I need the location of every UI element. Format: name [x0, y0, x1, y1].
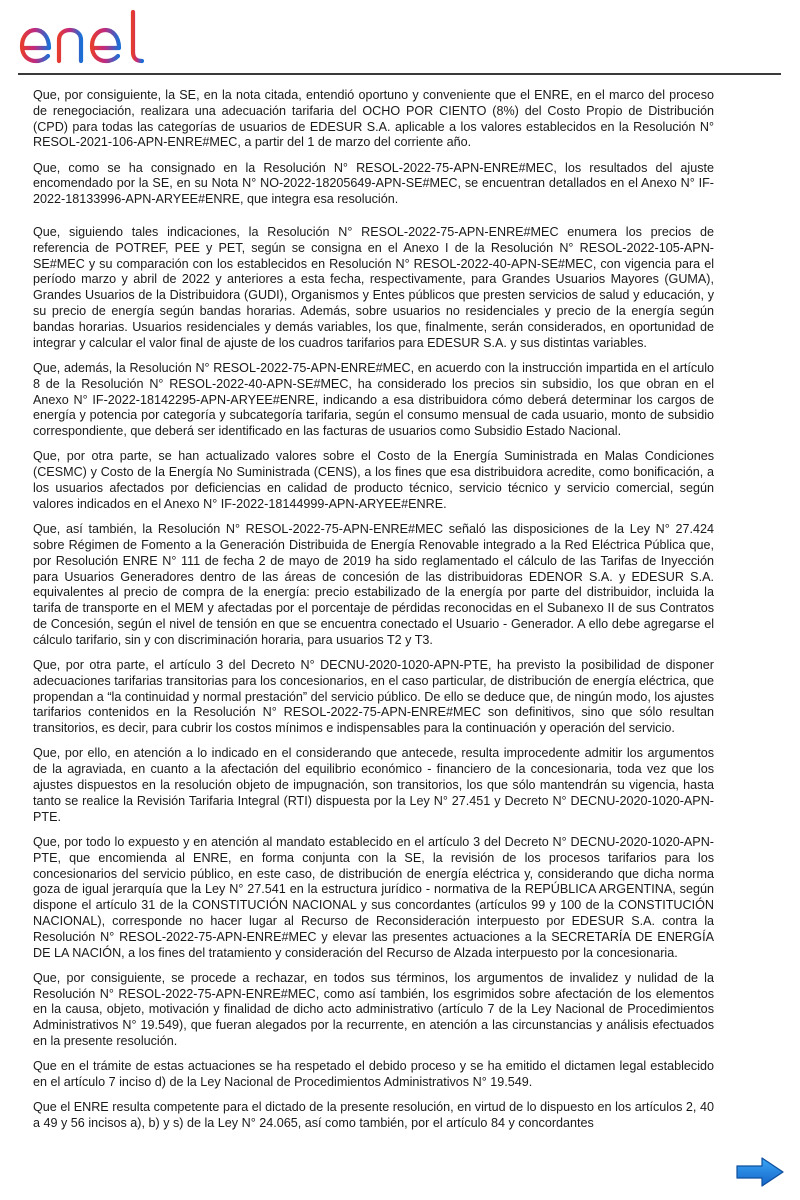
- document-body: [33, 88, 714, 1142]
- paragraph: Que, por todo lo expuesto y en atención al mandato establecido en el artículo 3 del Decreto N° DECNU-2020-1020-APN-PTE, que encomienda al ENRE, en forma conjunta con la SE, la revisión de los procesos tarifarios para los concesionarios del servicio público, en este caso, de distribución de energía eléctrica y, considerando que dicha norma goza de igual jerarquía que la Ley N° 27.541 en la estructura jurídico - normativa de la REPÚBLICA ARGENTINA, según dispone el artículo 31 de la CONSTITUCIÓN NACIONAL y sus concordantes (artículos 99 y 100 de la CONSTITUCIÓN NACIONAL), corresponde no hacer lugar al Recurso de Reconsideración interpuesto por EDESUR S.A. contra la Resolución N° RESOL-2022-75-APN-ENRE#MEC y elevar las presentes actuaciones a la SECRETARÍA DE ENERGÍA DE LA NACIÓN, a los fines del tratamiento y consideración del Recurso de Alzada interpuesto por la concesionaria.: [33, 834, 714, 960]
- next-page-button[interactable]: [734, 1155, 786, 1189]
- enel-logo: [16, 8, 176, 68]
- paragraph: Que, siguiendo tales indicaciones, la Resolución N° RESOL-2022-75-APN-ENRE#MEC enumera los precios de referencia de POTREF, PEE y PET, según se consigna en el Anexo I de la Resolución N° RESOL-2022-105-APN-SE#MEC y su comparación con los establecidos en Resolución N° RESOL-2022-40-APN-SE#MEC, con vigencia para el período marzo y abril de 2022 y anteriores a esta fecha, respectivamente, para Grandes Usuarios Mayores (GUMA), Grandes Usuarios de la Distribuidora (GUDI), Organismos y Entes públicos que presten servicios de salud y educación, y su precio de energía según bandas horarias. Además, sobre usuarios no residenciales y precio de la energía según bandas horarias. Usuarios residenciales y demás variables, los que, finalmente, serán considerados, en oportunidad de integrar y calcular el valor final de ajuste de los cuadros tarifarios para EDESUR S.A. y sus distintas variables.: [33, 225, 714, 350]
- arrow-right-icon: [734, 1155, 786, 1189]
- paragraph: Que, por ello, en atención a lo indicado en el considerando que antecede, resulta improcedente admitir los argumentos de la agraviada, en cuanto a la afectación del equilibrio económico - financiero de la concesionaria, toda vez que los ajustes dispuestos en la resolución objeto de impugnación, son transitorios, los que sólo mantendrán su vigencia, hasta tanto se realice la Revisión Tarifaria Integral (RTI) dispuesta por la Ley N° 27.451 y Decreto N° DECNU-2020-1020-APN-PTE.: [33, 746, 714, 824]
- paragraph: Que, así también, la Resolución N° RESOL-2022-75-APN-ENRE#MEC señaló las disposiciones de la Ley N° 27.424 sobre Régimen de Fomento a la Generación Distribuida de Energía Renovable integrado a la Red Eléctrica Pública que, por Resolución ENRE N° 111 de fecha 2 de mayo de 2019 ha sido reglamentado el cálculo de las Tarifas de Inyección para Usuarios Generadores dentro de las áreas de concesión de las distribuidoras EDENOR S.A. y EDESUR S.A. equivalentes al precio de compra de la energía: precio estabilizado de la energía por parte del distribuidor, incluida la tarifa de transporte en el MEM y afectadas por el porcentaje de pérdidas reconocidas en el Subanexo II de sus Contratos de Concesión, según el nivel de tensión en que se encuentra conectado el Usuario - Generador. A ello debe agregarse el cálculo tarifario, sin y con discriminación horaria, para usuarios T2 y T3.: [33, 522, 714, 647]
- header-divider: [18, 73, 781, 75]
- paragraph: Que, además, la Resolución N° RESOL-2022-75-APN-ENRE#MEC, en acuerdo con la instrucción impartida en el artículo 8 de la Resolución N° RESOL-2022-40-APN-SE#MEC, ha considerado los precios sin subsidio, los que obran en el Anexo N° IF-2022-18142295-APN-ARYEE#ENRE, indicando a esa distribuidora cómo deberá determinar los cargos de energía y potencia por categoría y subcategoría tarifaria, según el consumo mensual de cada usuario, monto de subsidio correspondiente, que deberá ser identificado en las facturas de usuarios como Subsidio Estado Nacional.: [33, 360, 714, 439]
- paragraph: Que el ENRE resulta competente para el dictado de la presente resolución, en virtud de lo dispuesto en los artículos 2, 40 a 49 y 56 incisos a), b) y s) de la Ley N° 24.065, así como también, por el artículo 84 y concordantes: [33, 1100, 714, 1131]
- paragraph: Que en el trámite de estas actuaciones se ha respetado el debido proceso y se ha emitido el dictamen legal establecido en el artículo 7 inciso d) de la Ley Nacional de Procedimientos Administrativos N° 19.549.: [33, 1059, 714, 1090]
- paragraph: Que, por consiguiente, se procede a rechazar, en todos sus términos, los argumentos de invalidez y nulidad de la Resolución N° RESOL-2022-75-APN-ENRE#MEC, como así también, los esgrimidos sobre afectación de los elementos en la causa, objeto, motivación y finalidad de dicho acto administrativo (artículo 7 de la Ley Nacional de Procedimientos Administrativos N° 19.549), que fueran alegados por la recurrente, en atención a las circunstancias y análisis efectuados en la presente resolución.: [33, 970, 714, 1049]
- paragraph: Que, como se ha consignado en la Resolución N° RESOL-2022-75-APN-ENRE#MEC, los resultados del ajuste encomendado por la SE, en su Nota N° NO-2022-18205649-APN-SE#MEC, se encuentran detallados en el Anexo N° IF-2022-18133996-APN-ARYEE#ENRE, que integra esa resolución.: [33, 160, 714, 207]
- paragraph: Que, por otra parte, se han actualizado valores sobre el Costo de la Energía Suministrada en Malas Condiciones (CESMC) y Costo de la Energía No Suministrada (CENS), a los fines que esa distribuidora acredite, como bonificación, a los usuarios afectados por deficiencias en calidad de producto técnico, servicio técnico y servicio comercial, según valores indicados en el Anexo N° IF-2022-18144999-APN-ARYEE#ENRE.: [33, 449, 714, 511]
- paragraph: Que, por consiguiente, la SE, en la nota citada, entendió oportuno y conveniente que el ENRE, en el marco del proceso de renegociación, realizara una adecuación tarifaria del OCHO POR CIENTO (8%) del Costo Propio de Distribución (CPD) para todas las categorías de usuarios de EDESUR S.A. aplicable a los valores establecidos en la Resolución N° RESOL-2021-106-APN-ENRE#MEC, a partir del 1 de marzo del corriente año.: [33, 88, 714, 150]
- paragraph: Que, por otra parte, el artículo 3 del Decreto N° DECNU-2020-1020-APN-PTE, ha previsto la posibilidad de disponer adecuaciones tarifarias transitorias para los concesionarios, en el caso particular, de distribución de energía eléctrica, que propendan a “la continuidad y normal prestación” del servicio público. De ello se deduce que, de ningún modo, los ajustes tarifarios contenidos en la Resolución N° RESOL-2022-75-APN-ENRE#MEC son definitivos, sino que sólo resultan transitorios, es decir, para cubrir los costos mínimos e indispensables para la continuación y operación del servicio.: [33, 658, 714, 736]
